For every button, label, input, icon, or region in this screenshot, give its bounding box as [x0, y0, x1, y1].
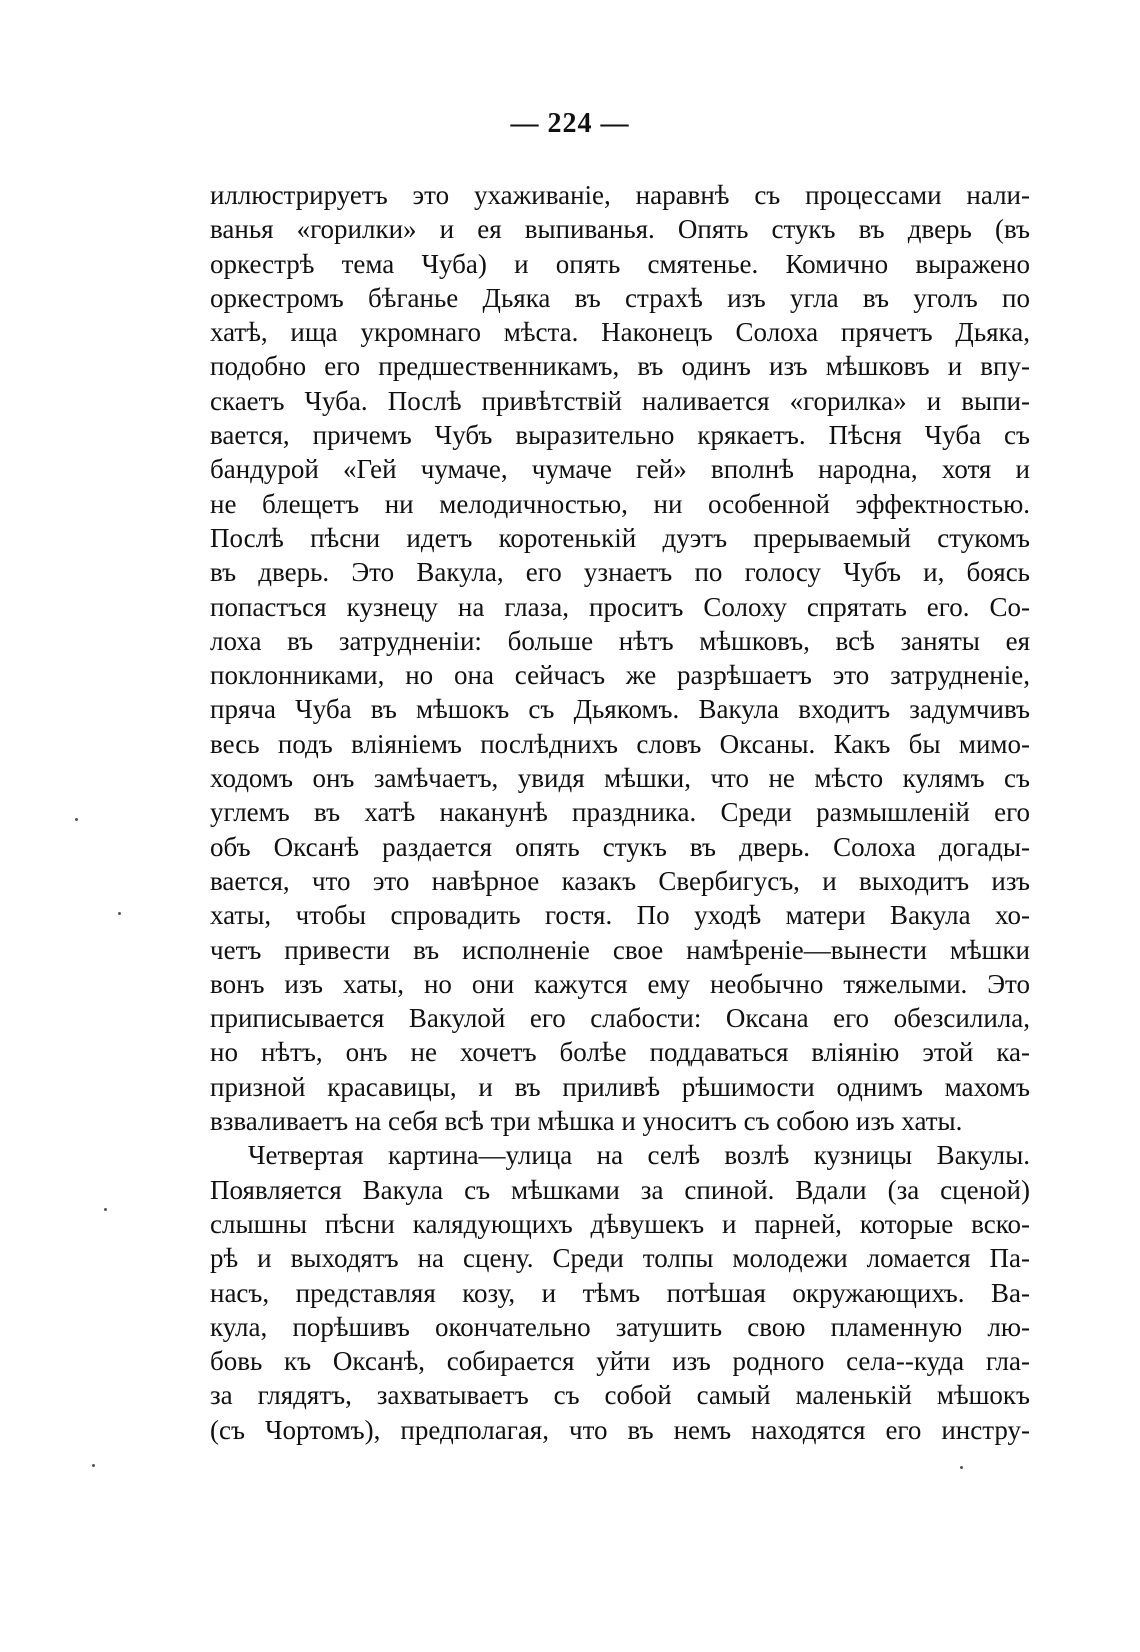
text-line: рѣ и выходятъ на сцену. Среди толпы молодежи ломается Па- [210, 1243, 1030, 1274]
text-line: взваливаетъ на себя всѣ три мѣшка и уноситъ съ собою изъ хаты. [210, 1106, 963, 1137]
text-line: оркестромъ бѣганье Дьяка въ страхѣ изъ угла въ уголъ по [210, 282, 1030, 313]
text-line: Появляется Вакула съ мѣшками за спиной. Вдали (за сценой) [210, 1174, 1030, 1205]
scan-speck [960, 1466, 963, 1469]
text-body [210, 178, 1030, 1447]
text-line: оркестрѣ тема Чуба) и опять смятенье. Комично выражено [210, 248, 1030, 279]
text-line: углемъ въ хатѣ наканунѣ праздника. Среди размышленій его [210, 797, 1030, 828]
text-line: ходомъ онъ замѣчаетъ, увидя мѣшки, что не мѣсто кулямъ съ [210, 763, 1030, 794]
text-line: призной красавицы, и въ приливѣ рѣшимости однимъ махомъ [210, 1071, 1030, 1102]
text-line: вается, что это навѣрное казакъ Свербигусъ, и выходитъ изъ [210, 865, 1030, 896]
text-line: приписывается Вакулой его слабости: Оксана его обезсилила, [210, 1003, 1030, 1034]
text-line: четъ привести въ исполненіе свое намѣреніе—вынести мѣшки [210, 934, 1030, 965]
text-line: бандурой «Гей чумаче, чумаче гей» вполнѣ народна, хотя и [210, 454, 1030, 485]
text-line: вается, причемъ Чубъ выразительно крякаетъ. Пѣсня Чуба съ [210, 420, 1030, 451]
scan-speck [92, 1464, 95, 1467]
text-line: Послѣ пѣсни идетъ коротенькій дуэтъ прерываемый стукомъ [210, 522, 1030, 553]
text-line: ванья «горилки» и ея выпиванья. Опять стукъ въ дверь (въ [210, 214, 1030, 245]
text-line: но нѣтъ, онъ не хочетъ болѣе поддаваться вліянію этой ка- [210, 1037, 1030, 1068]
text-line: вонъ изъ хаты, но они кажутся ему необычно тяжелыми. Это [210, 968, 1030, 999]
text-line: поклонниками, но она сейчасъ же разрѣшаетъ это затрудненіе, [210, 660, 1030, 691]
text-line: весь подъ вліяніемъ послѣднихъ словъ Оксаны. Какъ бы мимо- [210, 728, 1030, 759]
text-line: кула, порѣшивъ окончательно затушить свою пламенную лю- [210, 1311, 1030, 1342]
text-line: хаты, чтобы спровадить гостя. По уходѣ матери Вакула хо- [210, 900, 1030, 931]
text-line: объ Оксанѣ раздается опять стукъ въ дверь. Солоха догады- [210, 831, 1030, 862]
text-line: бовь къ Оксанѣ, собирается уйти изъ родного села--куда гла- [210, 1346, 1030, 1377]
text-line: Четвертая картина—улица на селѣ возлѣ кузницы Вакулы. [248, 1140, 1030, 1171]
text-line: хатѣ, ища укромнаго мѣста. Наконецъ Солоха прячетъ Дьяка, [210, 317, 1030, 348]
text-line: попастъся кузнецу на глаза, проситъ Солоху спрятать его. Со- [210, 591, 1030, 622]
text-line: насъ, представляя козу, и тѣмъ потѣшая окружающихъ. Ва- [210, 1277, 1030, 1308]
text-line: лоха въ затрудненіи: больше нѣтъ мѣшковъ, всѣ заняты ея [210, 625, 1030, 656]
text-line: въ дверь. Это Вакула, его узнаетъ по голосу Чубъ и, боясь [210, 557, 1030, 588]
text-line: слышны пѣсни калядующихъ дѣвушекъ и парней, которые вско- [210, 1208, 1030, 1239]
text-line: подобно его предшественникамъ, въ одинъ изъ мѣшковъ и впу- [210, 351, 1030, 382]
scan-speck [118, 912, 121, 915]
page-number: — 224 — [510, 108, 630, 139]
text-line: (съ Чортомъ), предполагая, что въ немъ находятся его инстру- [210, 1414, 1030, 1445]
text-line: не блещетъ ни мелодичностью, ни особенной эффектностью. [210, 488, 1030, 519]
text-line: пряча Чуба въ мѣшокъ съ Дьякомъ. Вакула входитъ задумчивъ [210, 694, 1030, 725]
scan-speck [75, 818, 78, 821]
text-line: за глядятъ, захватываетъ съ собой самый маленькій мѣшокъ [210, 1380, 1030, 1411]
text-line: скаетъ Чуба. Послѣ привѣтствій наливается «горилка» и выпи- [210, 385, 1030, 416]
scan-speck [104, 1208, 107, 1211]
text-line: иллюстрируетъ это ухаживаніе, наравнѣ съ процессами нали- [210, 180, 1030, 210]
